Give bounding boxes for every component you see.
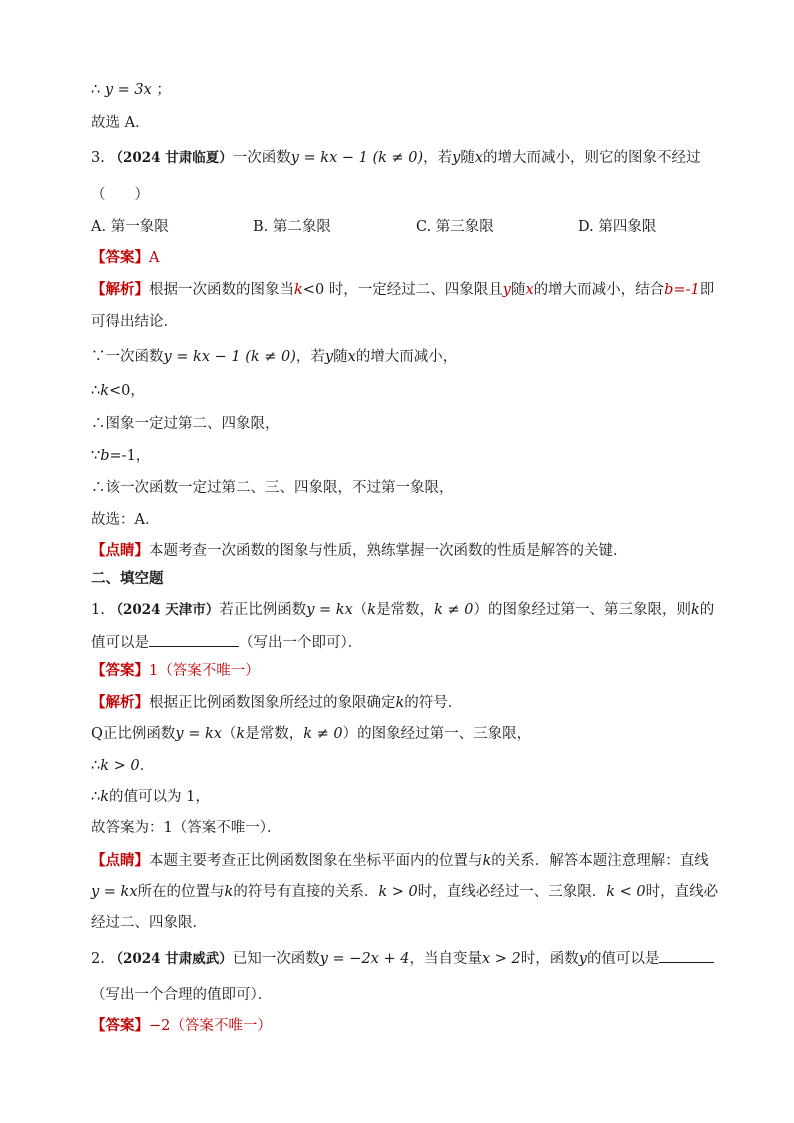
answer-line (91, 248, 159, 268)
question-fill-2: 2. （2024 甘肃威武）已知一次函数y = −2x + 4，当自变量x > 2时，函数y的值可以是 (91, 948, 714, 969)
question-source: （2024 甘肃临夏） (109, 150, 233, 166)
math-expression: y = kx − 1 (k ≠ 0) (290, 150, 424, 166)
solution-step: ∴图象一定过第二、四象限， (91, 416, 280, 432)
answer-label: 【答案】 (91, 662, 149, 679)
option-a: A. 第一象限 (91, 219, 169, 235)
section-title: 二、填空题 (91, 570, 164, 587)
solution-step: ∴该一次函数一定过第二、三、四象限，不过第一象限， (91, 480, 454, 496)
analysis-continuation: 可得出结论． (91, 314, 178, 330)
option-c: C. 第三象限 (416, 219, 494, 235)
question-number: 1. (91, 602, 105, 618)
solution-step: 故答案为：1（答案不唯一）． (91, 820, 282, 836)
question-number: 2. (91, 951, 105, 967)
solution-step: ∵b=-1， (91, 448, 151, 464)
answer-line (91, 661, 260, 681)
answer-paren: （ ） (91, 187, 149, 203)
solution-step: ∴k的值可以为 1， (91, 789, 210, 805)
answer-label: 【答案】 (91, 1017, 149, 1034)
analysis-label: 【解析】 (91, 694, 149, 711)
key-point-label: 【点睛】 (91, 852, 149, 869)
question-source: （2024 甘肃威武） (109, 951, 233, 967)
solution-step: ∴k<0， (91, 383, 145, 399)
math-expression: y = kx − 1 (k ≠ 0) (163, 349, 296, 365)
key-point-continuation: y = kx所在的位置与k的符号有直接的关系．k > 0时，直线必经过一、三象限．k < 0时，直线必 (91, 884, 719, 900)
question-fill-1-continuation: 值可以是 （写出一个即可）． (91, 632, 362, 653)
answer-label: 【答案】 (91, 249, 149, 266)
math-expression: y = 3x (104, 82, 152, 98)
solution-step: ∴k > 0． (91, 758, 155, 774)
key-point-label: 【点睛】 (91, 542, 149, 559)
question-source: （2024 天津市） (109, 602, 220, 618)
answer-value: A (149, 250, 160, 266)
answer-line (91, 1016, 272, 1036)
solution-line: ∴ y = 3x ； (91, 82, 171, 98)
answer-blank[interactable] (659, 948, 714, 963)
key-point-continuation: 经过二、四象限． (91, 915, 207, 931)
answer-value: −2（答案不唯一） (149, 1018, 272, 1034)
answer-value: 1（答案不唯一） (149, 663, 260, 679)
option-d: D. 第四象限 (578, 219, 657, 235)
solution-step: Q正比例函数y = kx（k是常数，k ≠ 0）的图象经过第一、三象限， (91, 726, 532, 742)
question-fill-1: 1. （2024 天津市）若正比例函数y = kx（k是常数，k ≠ 0）的图象经过第一、第三象限，则k的 (91, 602, 715, 618)
analysis-label: 【解析】 (91, 281, 149, 298)
question-3: 3. （2024 甘肃临夏）一次函数y = kx − 1 (k ≠ 0)，若y随x的增大而减小，则它的图象不经过 (91, 150, 701, 166)
analysis-line: 【解析】根据正比例函数图象所经过的象限确定k的符号． (91, 694, 463, 711)
choice-conclusion: 故选 A． (91, 115, 150, 131)
option-b: B. 第二象限 (253, 219, 331, 235)
answer-blank[interactable] (149, 632, 239, 647)
question-fill-2-continuation: （写出一个合理的值即可）． (91, 987, 273, 1003)
solution-step: ∵一次函数y = kx − 1 (k ≠ 0)，若y随x的增大而减小， (91, 349, 458, 365)
solution-step: 故选：A． (91, 512, 160, 528)
key-point-line: 【点睛】本题主要考查正比例函数图象在坐标平面内的位置与k的关系．解答本题注意理解：直线 (91, 852, 709, 869)
question-number: 3. (91, 150, 105, 166)
analysis-line: 【解析】根据一次函数的图象当k<0 时，一定经过二、四象限且y随x的增大而减小，结合b=-1即 (91, 281, 715, 298)
key-point-line: 【点睛】本题考查一次函数的图象与性质，熟练掌握一次函数的性质是解答的关键． (91, 542, 628, 559)
